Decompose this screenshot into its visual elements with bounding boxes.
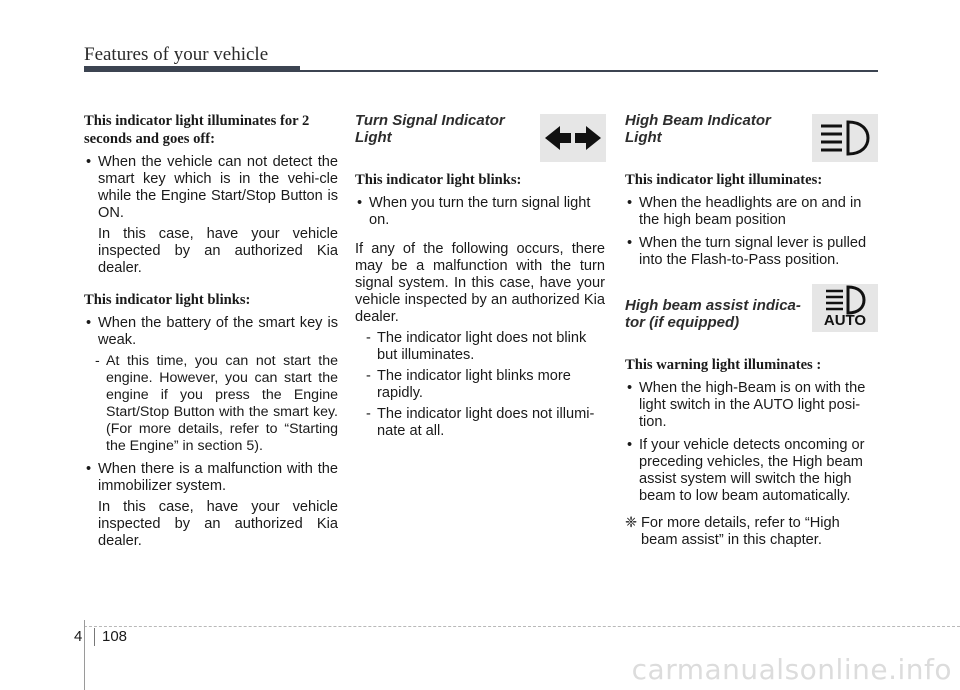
section-intro: This indicator light blinks: <box>355 172 522 188</box>
section-intro: This warning light illuminates : <box>625 357 822 373</box>
column-smart-key <box>84 112 338 550</box>
column-high-beam <box>625 112 879 549</box>
list-item: • When the turn signal lever is pulled into the Flash-to-Pass position. <box>625 235 879 269</box>
header-bar <box>84 66 300 72</box>
list-item: • When there is a malfunction with the immobilizer system. <box>84 461 338 495</box>
list-item: • When you turn the turn signal light on. <box>355 195 609 229</box>
section-number: 4 <box>74 628 83 645</box>
list-item: • When the vehicle can not detect the smart key which is in the vehi-cle while the Engine Start/Stop Button is ON. <box>84 154 338 222</box>
list-item: • When the battery of the smart key is weak. <box>84 315 338 349</box>
page-number <box>74 628 82 645</box>
dash-item: - At this time, you can not start the engine. However, you can start the engine if you press the Engine Start/Stop Button with the smart key. (For more details, refer to “Starting the Engine” in section 5). <box>95 353 338 454</box>
list-item: • When the headlights are on and in the high beam position <box>625 195 879 229</box>
dash-item: - The indicator light does not illumi-nate at all. <box>366 406 595 439</box>
note-text: In this case, have your vehicle inspected by an authorized Kia dealer. <box>98 226 338 276</box>
list-item: • If your vehicle detects oncoming or preceding vehicles, the High beam assist system will switch the high beam to low beam automatically. <box>625 437 879 505</box>
page-header-title: Features of your vehicle <box>84 44 269 65</box>
column-turn-signal <box>355 112 609 440</box>
section-title: High Beam Indicator Light <box>625 112 771 146</box>
note-text: In this case, have your vehicle inspected by an authorized Kia dealer. <box>98 499 338 549</box>
footer-rule <box>84 626 960 627</box>
page-number-value: 108 <box>102 628 128 645</box>
auto-label: AUTO <box>823 312 867 329</box>
list-item: • When the high-Beam is on with the light switch in the AUTO light posi-tion. <box>625 380 879 431</box>
note-text: ❈ For more details, refer to “High beam assist” in this chapter. <box>625 515 840 548</box>
header-rule <box>300 70 878 72</box>
section-intro: This indicator light illuminates for 2 seconds and goes off: <box>84 113 310 147</box>
section-intro: This indicator light blinks: <box>84 292 251 308</box>
section-title: Turn Signal Indicator Light <box>355 112 505 146</box>
page-number-separator <box>94 628 95 646</box>
footer-margin-line <box>84 620 85 690</box>
dash-item: - The indicator light does not blink but illuminates. <box>366 330 587 363</box>
dash-item: - The indicator light blinks more rapidly. <box>366 368 571 401</box>
section-title: High beam assist indica- tor (if equipped) <box>625 297 801 331</box>
watermark: carmanualsonline.info <box>631 653 952 686</box>
section-intro: This indicator light illuminates: <box>625 172 823 188</box>
body-text: If any of the following occurs, there may be a malfunction with the turn signal system. In this case, have your vehicle inspected by an authorized Kia dealer. <box>355 241 605 325</box>
